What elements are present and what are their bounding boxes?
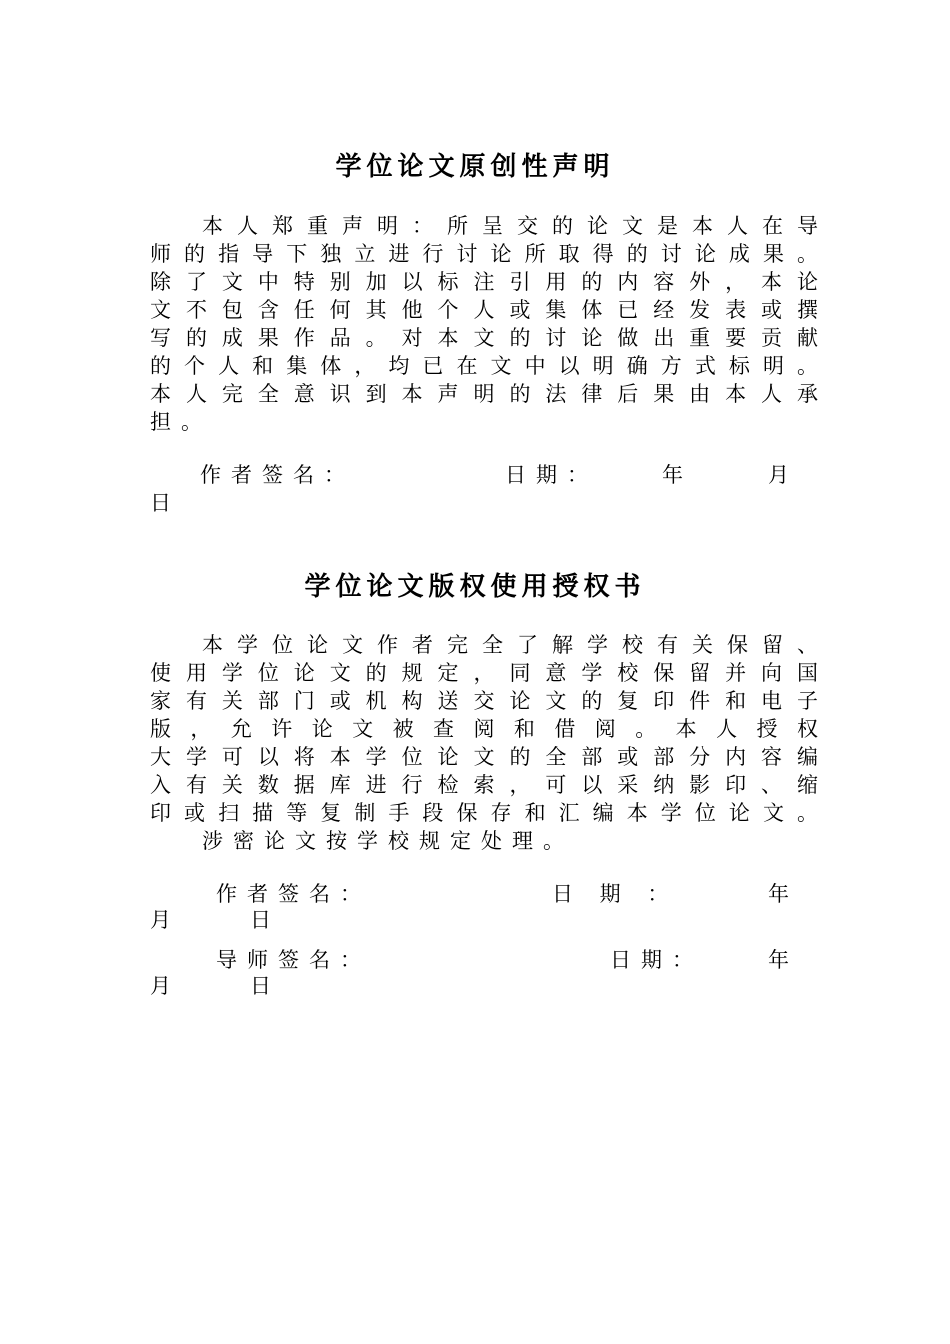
month-label: 月 [150,908,171,932]
copyright-line: 家有关部门或机构送交论文的复印件和电子 [150,689,818,713]
date-label: 日 期 ： [552,882,679,906]
day-label: 日 [250,908,271,932]
copyright-line: 本学位论文作者完全了解学校有关保留、 [202,633,818,657]
year-label: 年 [768,882,789,906]
copyright-title: 学位论文版权使用授权书 [304,572,646,602]
month-label: 月 [150,974,171,998]
year-label: 年 [768,948,789,972]
originality-line: 文不包含任何其他个人或集体已经发表或撰 [150,298,818,322]
originality-title: 学位论文原创性声明 [335,152,615,182]
originality-line: 本人完全意识到本声明的法律后果由本人承 [150,382,818,406]
copyright-line: 使用学位论文的规定，同意学校保留并向国 [150,661,818,685]
author-signature-label: 作者签名： [200,463,355,487]
originality-line: 师的指导下独立进行讨论所取得的讨论成果。 [150,242,818,266]
date-label: 日期： [610,948,703,972]
copyright-line: 印或扫描等复制手段保存和汇编本学位论文。 [150,801,818,825]
copyright-line: 大学可以将本学位论文的全部或部分内容编 [150,745,818,769]
copyright-line: 入有关数据库进行检索，可以采纳影印、缩 [150,773,818,797]
advisor-signature-label: 导师签名： [216,948,371,972]
copyright-line: 涉密论文按学校规定处理。 [202,829,574,853]
month-label: 月 [768,463,789,487]
author-signature-label: 作者签名： [216,882,371,906]
originality-line: 的个人和集体，均已在文中以明确方式标明。 [150,354,818,378]
copyright-line: 版，允许论文被查阅和借阅。本人授权 [150,717,818,741]
originality-line: 除了文中特别加以标注引用的内容外，本论 [150,270,818,294]
originality-line: 担。 [150,410,212,434]
date-label: 日期： [505,463,598,487]
day-label: 日 [150,491,171,515]
originality-line: 写的成果作品。对本文的讨论做出重要贡献 [150,326,818,350]
originality-line: 本人郑重声明：所呈交的论文是本人在导 [202,214,818,238]
day-label: 日 [250,974,271,998]
year-label: 年 [662,463,683,487]
